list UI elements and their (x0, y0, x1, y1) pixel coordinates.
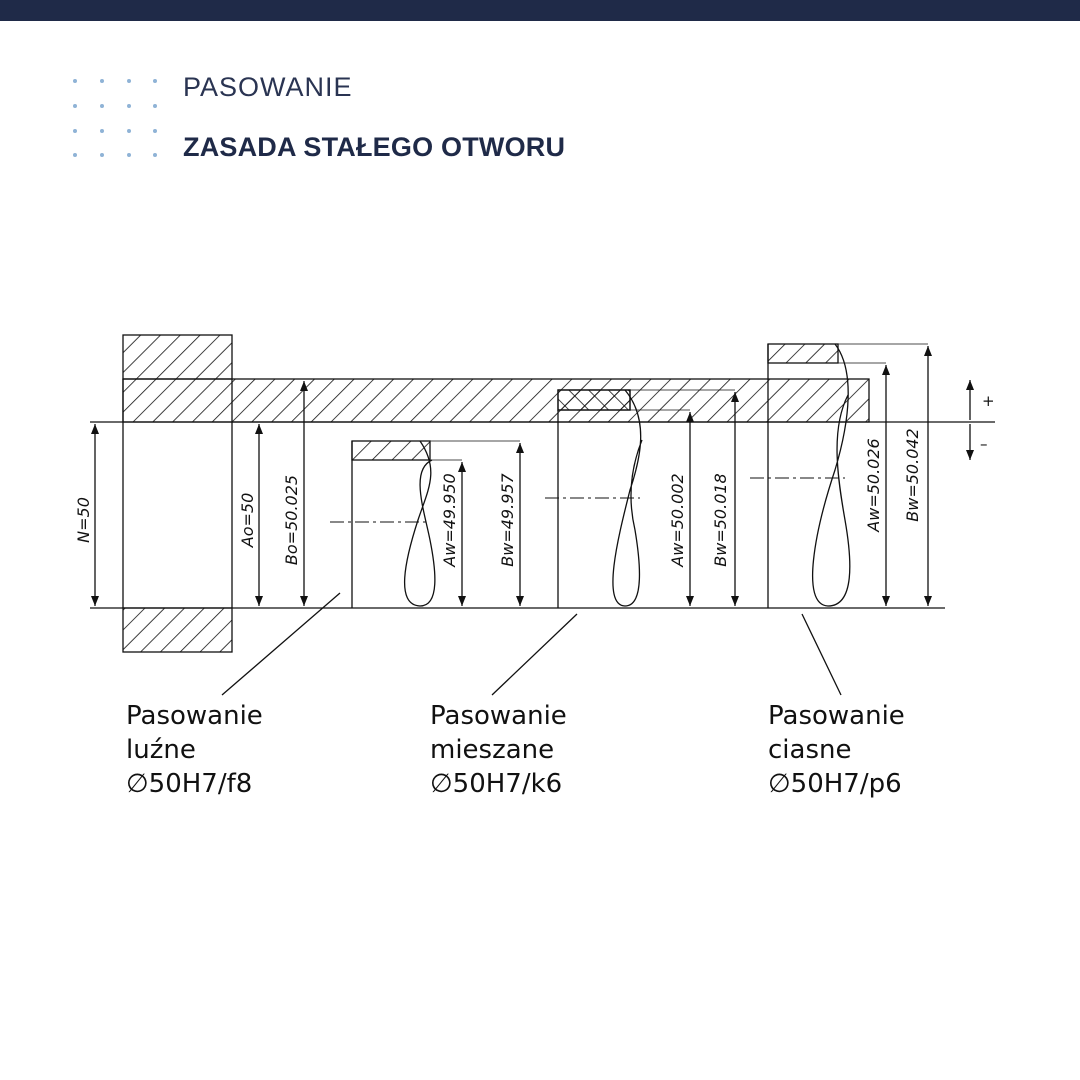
caption-tight-fit (768, 699, 905, 801)
hole-body-bottom (123, 608, 232, 652)
caption-loose-line2: luźne (126, 735, 196, 765)
leader-mixed (492, 614, 577, 695)
caption-mixed-line1: Pasowanie (430, 701, 567, 731)
label-ao: Ao=50 (238, 492, 257, 548)
plus-sign: + (982, 392, 995, 410)
page-title: ZASADA STAŁEGO OTWORU (183, 132, 566, 162)
label-bw-tight: Bw=50.042 (903, 428, 922, 522)
label-aw-mixed: Aw=50.002 (668, 473, 687, 567)
label-n50: N=50 (74, 497, 93, 543)
tight-shaft-tolerance-zone (768, 344, 838, 363)
hole-body-top (123, 335, 232, 379)
label-bo: Bo=50.025 (282, 474, 301, 566)
caption-loose-line1: Pasowanie (126, 701, 263, 731)
label-aw-tight: Aw=50.026 (864, 438, 883, 532)
label-bw-loose: Bw=49.957 (498, 473, 517, 567)
loose-shaft-tolerance-zone (352, 441, 430, 460)
label-bw-mixed: Bw=50.018 (711, 473, 730, 567)
hole-tolerance-zone (123, 379, 869, 422)
caption-mixed-designation: ∅50H7/k6 (430, 769, 563, 799)
caption-tight-line1: Pasowanie (768, 701, 905, 731)
caption-tight-designation: ∅50H7/p6 (768, 769, 902, 799)
leader-tight (802, 614, 841, 695)
minus-sign: – (980, 435, 988, 453)
caption-loose-fit (126, 699, 263, 801)
label-aw-loose: Aw=49.950 (440, 473, 459, 567)
caption-loose-designation: ∅50H7/f8 (126, 769, 253, 799)
loose-shaft-break (405, 441, 435, 606)
caption-tight-line2: ciasne (768, 735, 852, 765)
caption-mixed-line2: mieszane (430, 735, 555, 765)
page-kicker: PASOWANIE (183, 72, 353, 102)
caption-mixed-fit (430, 699, 567, 801)
